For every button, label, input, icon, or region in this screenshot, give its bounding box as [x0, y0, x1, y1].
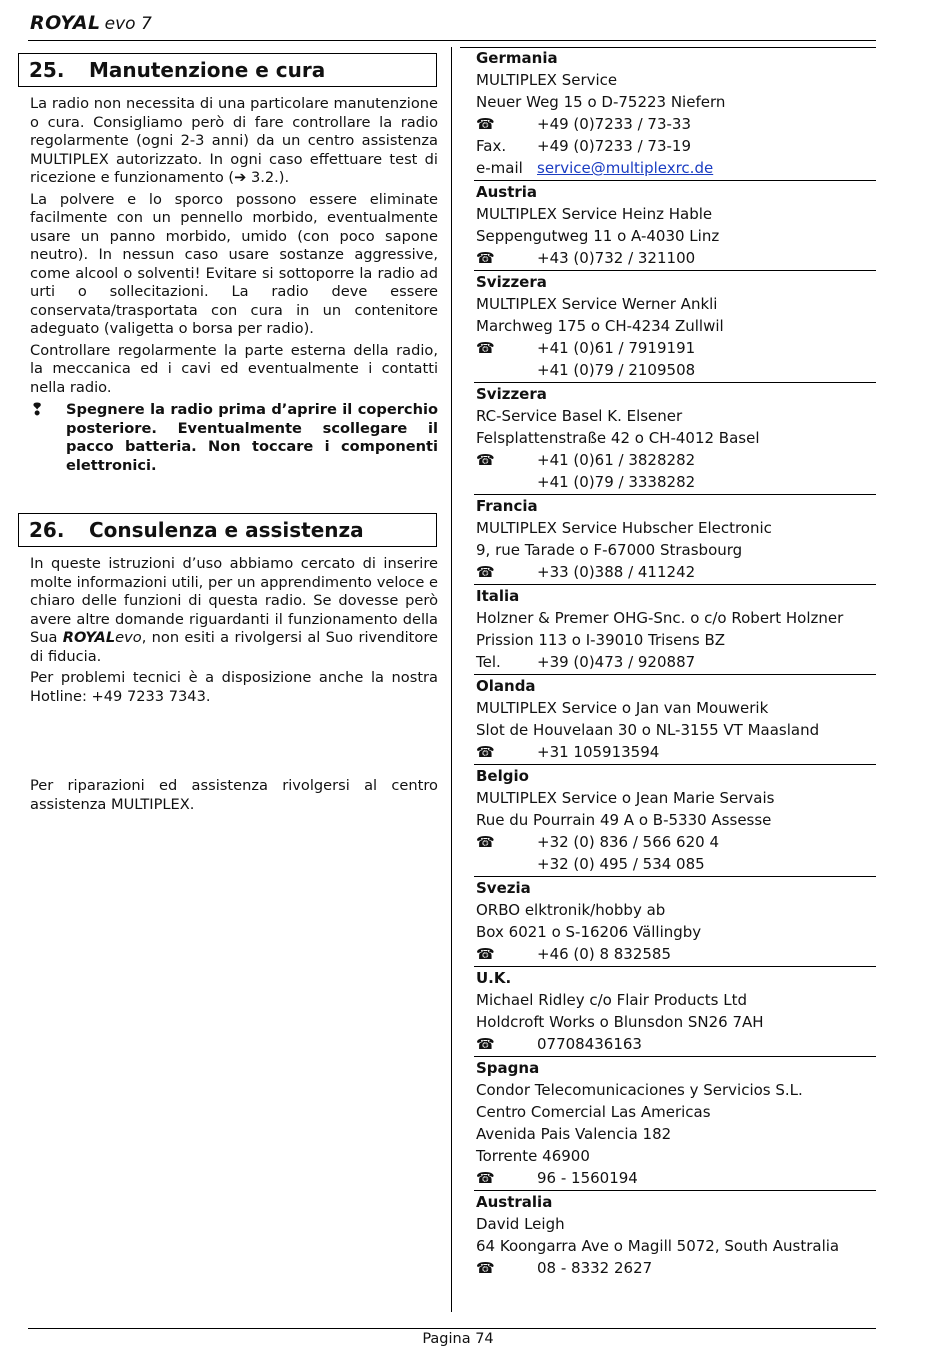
country-name: Svizzera: [476, 273, 547, 291]
section-26-title: [18, 513, 437, 547]
brand-name: ROYAL: [30, 12, 101, 34]
country-name: Belgio: [476, 767, 529, 785]
phone-icon: ☎: [476, 249, 495, 267]
phone-number: 08 - 8332 2627: [537, 1259, 653, 1277]
address-line: Centro Comercial Las Americas: [476, 1103, 711, 1121]
address-line: RC-Service Basel K. Elsener: [476, 407, 683, 425]
address-line: Condor Telecomunicaciones y Servicios S.L.: [476, 1081, 803, 1099]
phone-icon: ☎: [476, 1169, 495, 1187]
phone-number: +41 (0)61 / 3828282: [537, 451, 696, 469]
address-line: Avenida Pais Valencia 182: [476, 1125, 672, 1143]
country-name: Spagna: [476, 1059, 540, 1077]
service-contacts: [474, 47, 876, 1280]
address-line: MULTIPLEX Service o Jean Marie Servais: [476, 789, 775, 807]
phone-icon: ☎: [476, 1035, 495, 1053]
address-line: Holdcroft Works o Blunsdon SN26 7AH: [476, 1013, 764, 1031]
country-block-switzerland-2: [474, 383, 876, 495]
address-line: Marchweg 175 o CH-4234 Zullwil: [476, 317, 724, 335]
text-run: , non esiti a rivolgersi al Suo rivenditore di fiducia.: [30, 629, 438, 665]
email-link[interactable]: service@multiplexrc.de: [537, 159, 714, 177]
phone-icon: ☎: [476, 945, 495, 963]
country-name: Svizzera: [476, 385, 547, 403]
text-run: In queste istruzioni d’uso abbiamo cercato di inserire molte informazioni utili, per un apprendimento veloce e chiaro delle funzioni di questa radio. Se dovesse però avere altre domande riguardanti il funzionamento della Sua: [30, 555, 438, 646]
phone-number: +32 (0) 495 / 534 085: [537, 855, 705, 873]
phone-number: +41 (0)61 / 7919191: [537, 339, 696, 357]
address-line: Slot de Houvelaan 30 o NL-3155 VT Maasland: [476, 721, 820, 739]
paragraph: Controllare regolarmente la parte esterna della radio, la meccanica ed i cavi ed eventualmente i contatti nella radio.: [30, 341, 438, 396]
country-name: Svezia: [476, 879, 531, 897]
address-line: Rue du Pourrain 49 A o B-5330 Assesse: [476, 811, 772, 829]
address-line: MULTIPLEX Service Hubscher Electronic: [476, 519, 772, 537]
paragraph: [30, 555, 438, 666]
phone-number: +43 (0)732 / 321100: [537, 249, 696, 267]
phone-number: 96 - 1560194: [537, 1169, 638, 1187]
country-block-spain: [474, 1057, 876, 1191]
country-name: Austria: [476, 183, 538, 201]
address-line: Seppengutweg 11 o A-4030 Linz: [476, 227, 720, 245]
country-name: Italia: [476, 587, 520, 605]
section-title-text: Manutenzione e cura: [89, 58, 326, 82]
country-block-uk: [474, 967, 876, 1057]
address-line: MULTIPLEX Service Heinz Hable: [476, 205, 713, 223]
section-number: 26.: [29, 518, 65, 542]
brand-inline: ROYAL: [62, 629, 116, 646]
country-name: Olanda: [476, 677, 536, 695]
country-block-germany: [474, 47, 876, 181]
warning-note: [30, 401, 438, 475]
country-name: Australia: [476, 1193, 553, 1211]
paragraph: La polvere e lo sporco possono essere eliminate facilmente con un pennello morbido, eventualmente usare un panno morbido, umido (con poco sapone neutro). In nessun caso usare sostanze aggressive, come alcool o solventi! Evitare si sottoporre la radio ad urti o sollecitazioni. La radio deve essere conservata/trasportata con cura in un contenitore adeguato (valigetta o borsa per radio).: [30, 190, 438, 337]
country-block-sweden: [474, 877, 876, 967]
address-line: Neuer Weg 15 o D-75223 Niefern: [476, 93, 726, 111]
country-block-austria: [474, 181, 876, 271]
page-header: [30, 12, 152, 34]
address-line: Holzner & Premer OHG-Snc. o c/o Robert Holzner: [476, 609, 844, 627]
section-title-text: Consulenza e assistenza: [89, 518, 364, 542]
phone-icon: ☎: [476, 563, 495, 581]
country-name: Germania: [476, 49, 558, 67]
address-line: 9, rue Tarade o F-67000 Strasbourg: [476, 541, 743, 559]
address-line: Michael Ridley c/o Flair Products Ltd: [476, 991, 748, 1009]
phone-icon: ☎: [476, 451, 495, 469]
country-name: Francia: [476, 497, 538, 515]
phone-number: +33 (0)388 / 411242: [537, 563, 696, 581]
phone-icon: ☎: [476, 339, 495, 357]
paragraph: La radio non necessita di una particolare manutenzione o cura. Consigliamo però di fare controllare la radio regolarmente (ogni 2-3 anni) da un centro assistenza MULTIPLEX autorizzato. In ogni caso effettuare test di ricezione e funzionamento (➔ 3.2.).: [30, 95, 438, 186]
country-block-italy: [474, 585, 876, 675]
phone-number: +32 (0) 836 / 566 620 4: [537, 833, 719, 851]
country-block-switzerland-1: [474, 271, 876, 383]
phone-number: +46 (0) 8 832585: [537, 945, 672, 963]
country-block-australia: [474, 1191, 876, 1280]
phone-icon: ☎: [476, 1259, 495, 1277]
phone-icon: ☎: [476, 115, 495, 133]
phone-number: +41 (0)79 / 3338282: [537, 473, 696, 491]
page-number: Pagina 74: [422, 1331, 494, 1347]
phone-number: +39 (0)473 / 920887: [537, 653, 696, 671]
left-column: [30, 53, 438, 817]
paragraph: Per riparazioni ed assistenza rivolgersi al centro assistenza MULTIPLEX.: [30, 777, 438, 813]
address-line: MULTIPLEX Service Werner Ankli: [476, 295, 718, 313]
address-line: ORBO elktronik/hobby ab: [476, 901, 666, 919]
country-block-belgium: [474, 765, 876, 877]
address-line: 64 Koongarra Ave o Magill 5072, South Australia: [476, 1237, 840, 1255]
warning-text: Spegnere la radio prima d’aprire il coperchio posteriore. Eventualmente scollegare il pacco batteria. Non toccare i componenti elettronici.: [66, 401, 438, 474]
phone-icon: ☎: [476, 743, 495, 761]
country-block-france: [474, 495, 876, 585]
phone-number: +49 (0)7233 / 73-33: [537, 115, 692, 133]
phone-number: 07708436163: [537, 1035, 642, 1053]
phone-number: +41 (0)79 / 2109508: [537, 361, 696, 379]
address-line: David Leigh: [476, 1215, 565, 1233]
section-25-title: [18, 53, 437, 87]
address-line: MULTIPLEX Service o Jan van Mouwerik: [476, 699, 769, 717]
column-divider: [451, 47, 452, 1312]
address-line: Box 6021 o S-16206 Vällingby: [476, 923, 702, 941]
address-line: Torrente 46900: [476, 1147, 590, 1165]
fax-number: +49 (0)7233 / 73-19: [537, 137, 692, 155]
phone-number: +31 105913594: [537, 743, 660, 761]
paragraph: Per problemi tecnici è a disposizione anche la nostra Hotline: +49 7233 7343.: [30, 669, 438, 705]
address-line: Felsplattenstraße 42 o CH-4012 Basel: [476, 429, 760, 447]
email-label: e-mail: [476, 159, 523, 177]
country-name: U.K.: [476, 969, 512, 987]
evo-inline: evo: [115, 629, 142, 646]
address-line: MULTIPLEX Service: [476, 71, 618, 89]
warning-icon: ❢: [30, 400, 45, 420]
model-name: evo 7: [104, 14, 152, 34]
tel-label: Tel.: [476, 653, 501, 671]
header-rule: [28, 40, 876, 41]
address-line: Prission 113 o I-39010 Trisens BZ: [476, 631, 726, 649]
footer-rule: [28, 1328, 876, 1329]
fax-label: Fax.: [476, 137, 507, 155]
country-block-netherlands: [474, 675, 876, 765]
phone-icon: ☎: [476, 833, 495, 851]
section-number: 25.: [29, 58, 65, 82]
